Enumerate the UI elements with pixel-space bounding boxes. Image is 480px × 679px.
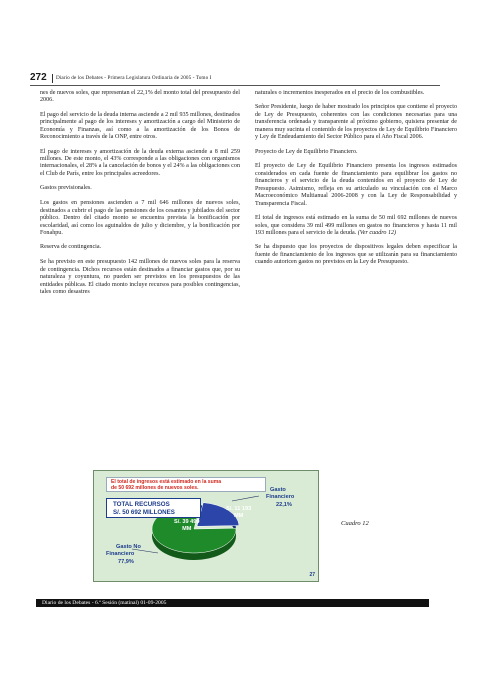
page-header xyxy=(30,74,450,86)
header-rule xyxy=(30,85,440,86)
paragraph xyxy=(255,215,457,237)
category-label: Financiero xyxy=(266,494,295,501)
leader-line-financiero xyxy=(232,496,259,501)
paragraph: Se ha dispuesto que los proyectos de dispositivos legales deben especificar la fuente de financiamiento de los ingresos que se utilizarán para su financiamiento cuando autoricen gastos no previstos en la Ley de Presupuesto. xyxy=(255,244,457,266)
paragraph: nes de nuevos soles, que representan el 22,1% del monto total del presupuesto del 2006. xyxy=(40,90,240,104)
paragraph: Se ha previsto en este presupuesto 142 millones de nuevos soles para la reserva de contingencia. Dichos recursos están destinados a financiar gastos que, por su naturaleza y coyuntura, no pueden ser previstos en los presupuestos de las entidades públicas. El citado monto incluye recursos para posibles contingencias, tales como desastres xyxy=(40,259,240,296)
caption-line: de 50 692 millones de nuevos soles. xyxy=(111,485,199,492)
paragraph: naturales o incrementos inesperados en el precio de los combustibles. xyxy=(255,90,425,96)
slice-value: S/. 39 499 xyxy=(174,519,200,525)
footer-text: Diario de los Debates - 6.ª Sesión (matinal) 01-09-2005 xyxy=(42,600,167,606)
category-label: Financiero xyxy=(106,551,135,558)
slice-unit: MM xyxy=(233,513,244,520)
running-title: Diario de los Debates - Primera Legislatura Ordinaria de 2005 - Tomo I xyxy=(52,74,212,83)
paragraph-text: El total de ingresos está estimado en la suma de 50 mil 692 millones de nuevos soles, que considera 39 mil 499 millones en gastos no financieros y hasta 11 mil 193 millones para el servicio de la deuda. xyxy=(255,215,457,236)
section-heading: Reserva de contingencia. xyxy=(40,244,102,251)
cuadro-label: Cuadro 12 xyxy=(341,520,369,527)
category-percent: 77,9% xyxy=(118,558,134,565)
label-gasto-no-financiero xyxy=(106,544,141,566)
section-heading: Gastos previsionales. xyxy=(40,185,92,192)
slice-label-blue xyxy=(226,506,251,521)
page-footer xyxy=(36,599,429,607)
right-column xyxy=(255,90,457,274)
category-label: Gasto No xyxy=(116,544,141,550)
total-value: S/. 50 692 MILLONES xyxy=(113,508,175,516)
caption-line: El total de ingresos está estimado en la suma xyxy=(111,479,222,485)
section-heading: Proyecto de Ley de Equilibrio Financiero. xyxy=(255,148,358,155)
paragraph: Los gastos en pensiones ascienden a 7 mil 646 millones de nuevos soles, destinados a cubrir el pago de las pensiones de los cesantes y jubilados del sector público. Dentro del citado monto se encuentra prevista la bonificación por escolaridad, así como los aguinaldos de julio y diciembre, y la bonificación por Fonahpu. xyxy=(40,200,240,236)
pie-chart-figure xyxy=(93,470,319,582)
category-percent: 22,1% xyxy=(276,501,292,508)
table-reference: (Ver cuadro 12) xyxy=(357,229,397,236)
paragraph: El pago de intereses y amortización de la deuda externa asciende a 8 mil 259 millones. De este monto, el 43% corresponde a las obligaciones con organismos internacionales, el 28% a la cancelación de bonos y el 24% a las obligaciones con el Club de París, entre los principales acreedores. xyxy=(40,148,240,177)
slice-value: S/. 11 193 xyxy=(226,506,252,512)
total-resources-box xyxy=(106,498,201,518)
left-column xyxy=(40,90,240,303)
paragraph: El pago del servicio de la deuda interna asciende a 2 mil 935 millones, destinados principalmente al pago de los intereses y amortización a cargo del Ministerio de Economía y Finanzas, así como a la amortización de los Bonos de Reconocimiento a través de la ONP, entre otros. xyxy=(40,111,240,141)
paragraph: El proyecto de Ley de Equilibrio Financiero presenta los ingresos estimados considerados en cada fuente de financiamiento para equilibrar los gastos no financieros y el servicio de la deuda contenidos en el proyecto de Ley de Presupuesto. Asimismo, refleja en su articulado su vinculación con el Marco Macroeconómico Multianual 2006-2008 y con la Ley de Responsabilidad y Transparencia Fiscal. xyxy=(255,163,457,207)
figure-caption xyxy=(106,477,266,492)
page-number: 272 xyxy=(30,72,47,83)
slice-label-green xyxy=(174,519,200,534)
slice-unit: MM xyxy=(182,526,192,533)
category-label: Gasto xyxy=(270,487,286,493)
label-gasto-financiero xyxy=(266,487,294,509)
paragraph: Señor Presidente, luego de haber mostrado los principios que contiene el proyecto de Ley de Presupuesto, coherentes con las condiciones necesarias para una transferencia ordenada y transparente al próximo gobierno, quisiera presentar de manera muy sucinta el contenido de los proyectos de Ley de Equilibrio Financiero y Ley de Endeudamiento del Sector Público para el Año Fiscal 2006. xyxy=(255,104,457,141)
figure-number: 27 xyxy=(309,572,315,578)
total-label: TOTAL RECURSOS xyxy=(113,501,170,508)
